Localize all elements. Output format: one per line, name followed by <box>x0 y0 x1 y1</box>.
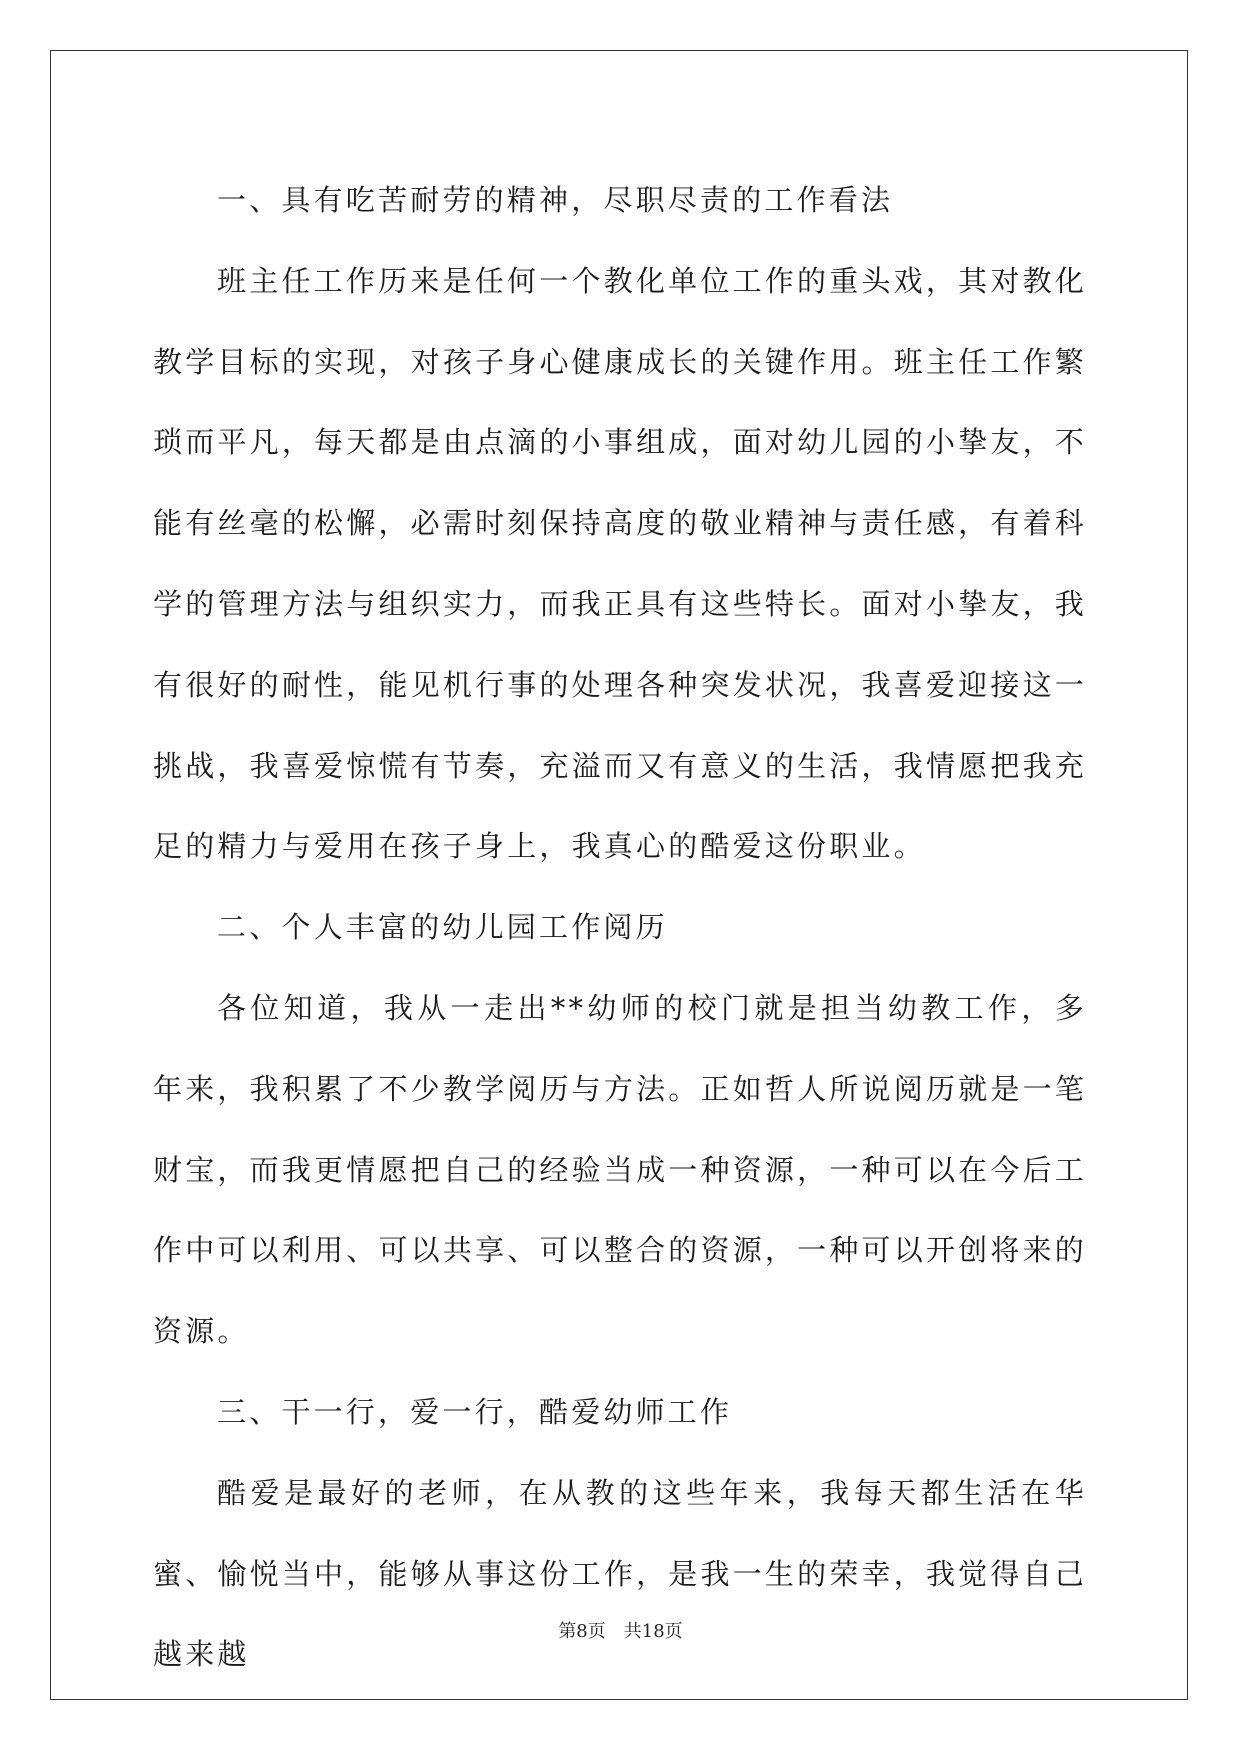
page-footer <box>0 1621 1241 1643</box>
paragraph-section-3: 酷爱是最好的老师，在从教的这些年来，我每天都生活在华蜜、愉悦当中，能够从事这份工作，是我一生的荣幸，我觉得自己越来越 <box>153 1475 1087 1672</box>
document-body <box>153 160 1087 1695</box>
heading-section-2: 二、个人丰富的幼儿园工作阅历 <box>217 910 668 945</box>
paragraph-section-1: 班主任工作历来是任何一个教化单位工作的重头戏，其对教化教学目标的实现，对孩子身心健康成长的关键作用。班主任工作繁琐而平凡，每天都是由点滴的小事组成，面对幼儿园的小挚友，不能有丝毫的松懈，必需时刻保持高度的敬业精神与责任感，有着科学的管理方法与组织实力，而我正具有这些特长。面对小挚友，我有很好的耐性，能见机行事的处理各种突发状况，我喜爱迎接这一挑战，我喜爱惊慌有节奏，充溢而又有意义的生活，我情愿把我充足的精力与爱用在孩子身上，我真心的酷爱这份职业。 <box>153 263 1087 864</box>
paragraph-section-2: 各位知道，我从一走出**幼师的校门就是担当幼教工作，多年来，我积累了不少教学阅历与方法。正如哲人所说阅历就是一笔财宝，而我更情愿把自己的经验当成一种资源，一种可以在今后工作中可以利用、可以共享、可以整合的资源，一种可以开创将来的资源。 <box>153 990 1087 1349</box>
page-number: 第8页 <box>558 1621 606 1642</box>
page-total: 共18页 <box>623 1621 683 1642</box>
heading-section-1: 一、具有吃苦耐劳的精神，尽职尽责的工作看法 <box>217 183 894 217</box>
heading-section-3: 三、干一行，爱一行，酷爱幼师工作 <box>217 1394 733 1429</box>
